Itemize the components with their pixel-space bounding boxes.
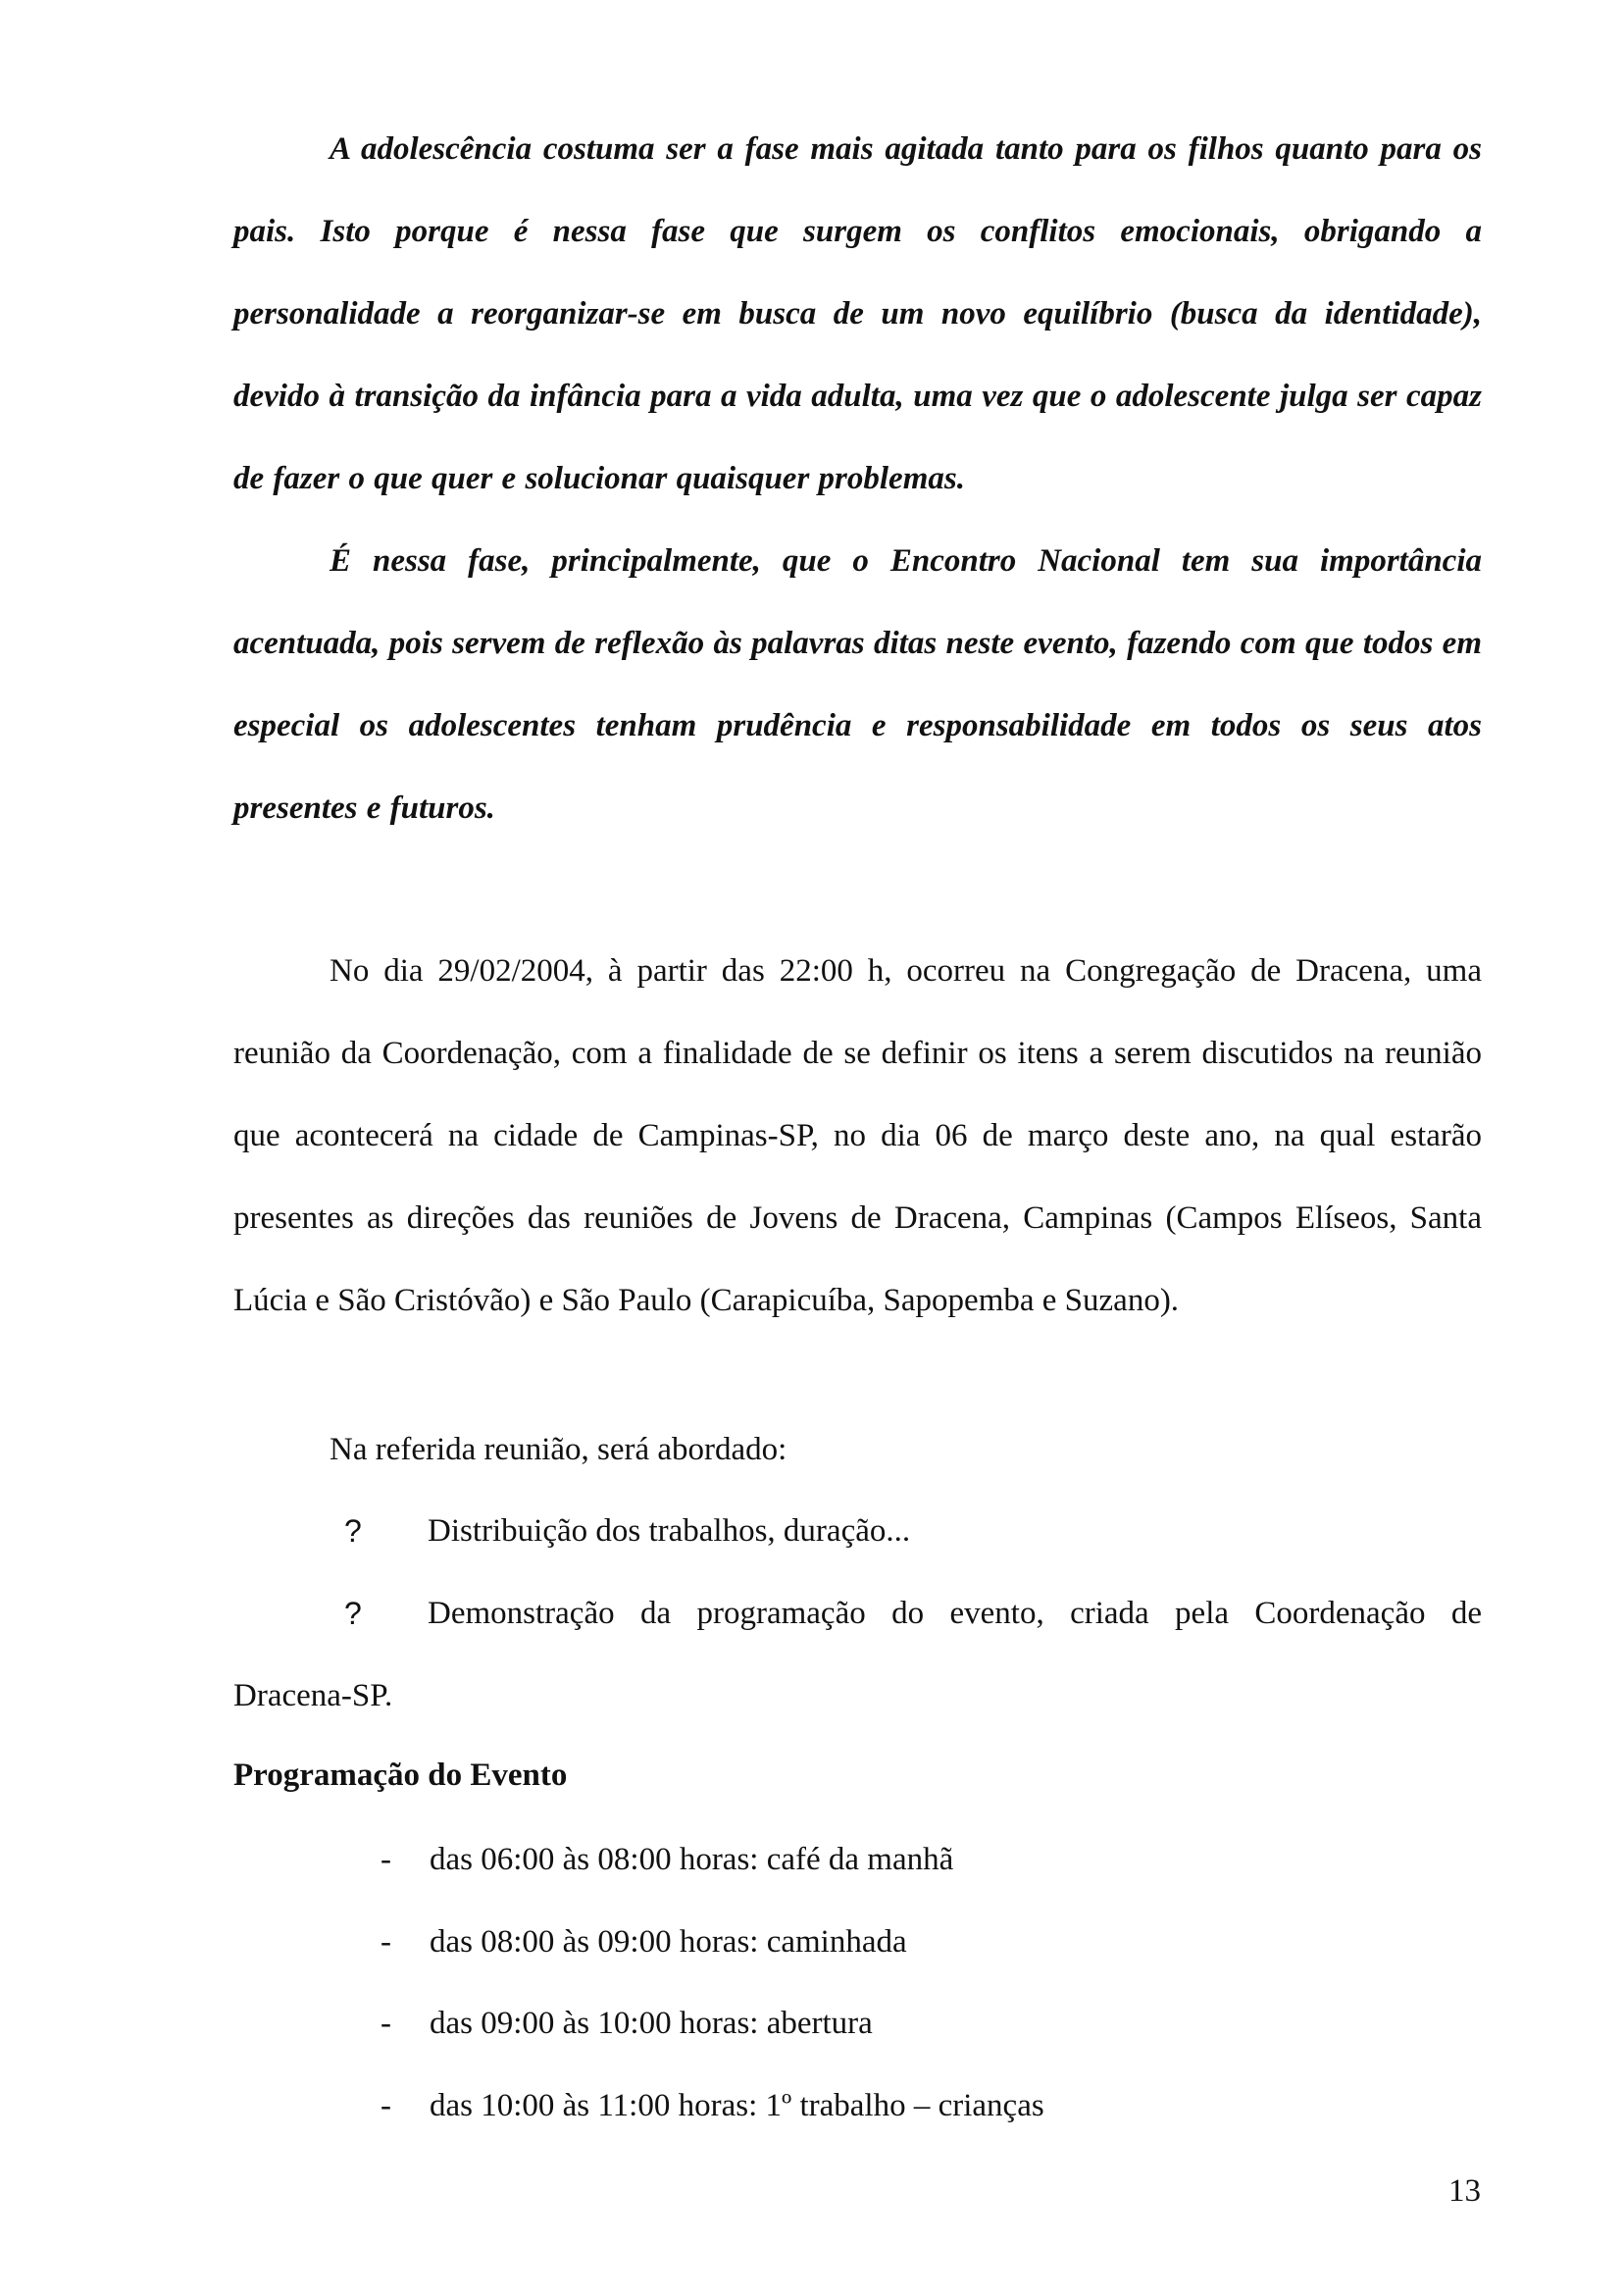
agenda-item-distribution: Distribuição dos trabalhos, duração... — [428, 1513, 911, 1549]
agenda-item-demonstration: Demonstração da programação do evento, criada pela Coordenação de — [428, 1596, 1482, 1631]
page-number: 13 — [1448, 2173, 1481, 2209]
schedule-heading: Programação do Evento — [233, 1758, 568, 1793]
schedule-dash: - — [381, 2006, 391, 2041]
schedule-dash: - — [381, 1842, 391, 1877]
agenda-item-marker: ? — [344, 1596, 362, 1631]
intro-paragraph-encontro: É nessa fase, principalmente, que o Encontro Nacional tem sua importância acentuada, pois servem de reflexão às palavras ditas neste evento, fazendo com que todos em especial os adolescentes tenham prudência e responsabilidade em todos os seus atos presentes e futuros. — [233, 543, 1482, 826]
agenda-item-marker: ? — [344, 1513, 362, 1549]
schedule-item: das 10:00 às 11:00 horas: 1º trabalho – crianças — [430, 2088, 1044, 2123]
intro-paragraph-adolescence: A adolescência costuma ser a fase mais agitada tanto para os filhos quanto para os pais. Isto porque é nessa fase que surgem os conflitos emocionais, obrigando a personalidade a reorganizar-se em busca de um novo equilíbrio (busca da identidade), devido à transição da infância para a vida adulta, uma vez que o adolescente julga ser capaz de fazer o que quer e solucionar quaisquer problemas. — [233, 131, 1482, 496]
schedule-item: das 09:00 às 10:00 horas: abertura — [430, 2006, 873, 2041]
schedule-dash: - — [381, 2088, 391, 2123]
agenda-intro: Na referida reunião, será abordado: — [330, 1432, 787, 1467]
schedule-item: das 06:00 às 08:00 horas: café da manhã — [430, 1842, 954, 1877]
meeting-paragraph: No dia 29/02/2004, à partir das 22:00 h, ocorreu na Congregação de Dracena, uma reunião da Coordenação, com a finalidade de se definir os itens a serem discutidos na reunião que acontecerá na cidade de Campinas-SP, no dia 06 de março deste ano, na qual estarão presentes as direções das reuniões de Jovens de Dracena, Campinas (Campos Elíseos, Santa Lúcia e São Cristóvão) e São Paulo (Carapicuíba, Sapopemba e Suzano). — [233, 953, 1482, 1318]
agenda-item-demonstration-continued: Dracena-SP. — [233, 1678, 393, 1713]
schedule-item: das 08:00 às 09:00 horas: caminhada — [430, 1924, 907, 1960]
schedule-dash: - — [381, 1924, 391, 1960]
